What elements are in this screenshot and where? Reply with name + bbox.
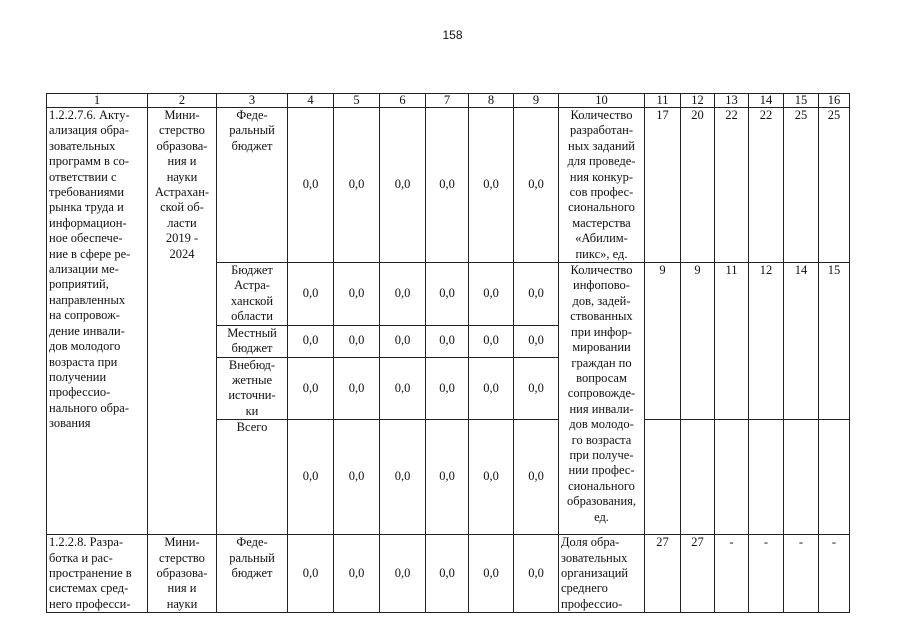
empty-cell	[784, 420, 819, 535]
cell-line: ки	[245, 403, 259, 418]
column-number: 4	[288, 94, 334, 108]
target-value-cell: -	[749, 535, 784, 613]
cell-line: профессио-	[561, 596, 623, 611]
cell-line: 2024	[169, 246, 195, 261]
cell-line: для проведе-	[567, 154, 636, 169]
indicator-cell	[559, 263, 645, 535]
cell-line: дов молодого	[49, 339, 121, 354]
value-cell: 0,0	[514, 420, 559, 535]
target-value-cell: 25	[819, 108, 850, 263]
cell-line: нии профес-	[568, 463, 635, 478]
funding-source-cell	[217, 357, 288, 420]
table-row	[47, 108, 850, 263]
value-cell: 0,0	[426, 325, 469, 357]
cell-line: дение инвали-	[49, 323, 125, 338]
budget-table	[46, 93, 850, 613]
cell-line: источни-	[228, 388, 276, 403]
cell-line: ное обеспече-	[49, 231, 123, 246]
cell-line: сионального	[568, 200, 635, 215]
target-value-cell: 12	[749, 263, 784, 420]
cell-line: получении	[49, 369, 107, 384]
cell-line: ния конкур-	[569, 169, 634, 184]
target-value-cell: 27	[645, 535, 681, 613]
value-cell: 0,0	[469, 263, 514, 326]
cell-line: вопросам	[576, 370, 627, 385]
column-number: 10	[559, 94, 645, 108]
cell-line: Феде-	[236, 535, 268, 550]
value-cell: 0,0	[469, 325, 514, 357]
value-cell: 0,0	[469, 108, 514, 263]
cell-line: ральный	[229, 550, 275, 565]
column-number-row	[47, 94, 850, 108]
target-value-cell: 15	[819, 263, 850, 420]
cell-line: направленных	[49, 292, 126, 307]
indicator-cell	[559, 108, 645, 263]
column-number: 2	[148, 94, 217, 108]
value-cell: 0,0	[288, 420, 334, 535]
cell-line: пикс», ед.	[575, 246, 628, 261]
column-number: 12	[681, 94, 715, 108]
target-value-cell: -	[784, 535, 819, 613]
value-cell: 0,0	[334, 263, 380, 326]
cell-line: науки	[166, 169, 198, 184]
cell-line: области	[231, 309, 273, 324]
funding-source-cell	[217, 535, 288, 613]
column-number: 13	[715, 94, 749, 108]
cell-line: Феде-	[236, 108, 268, 122]
cell-line: инфопово-	[573, 278, 630, 293]
value-cell: 0,0	[334, 420, 380, 535]
cell-line: Мини-	[164, 535, 200, 550]
column-number: 3	[217, 94, 288, 108]
value-cell: 0,0	[288, 535, 334, 613]
target-value-cell: 20	[681, 108, 715, 263]
cell-line: ных заданий	[568, 138, 635, 153]
value-cell: 0,0	[426, 420, 469, 535]
target-value-cell: 14	[784, 263, 819, 420]
cell-line: образова-	[156, 138, 208, 153]
cell-line: организаций	[561, 565, 629, 580]
cell-line: жетные	[231, 372, 273, 387]
cell-line: профессио-	[49, 385, 111, 400]
cell-line: бюджет	[231, 341, 273, 356]
cell-line: рынка труда и	[49, 200, 124, 215]
value-cell: 0,0	[288, 108, 334, 263]
value-cell: 0,0	[514, 263, 559, 326]
value-cell: 0,0	[380, 108, 426, 263]
cell-line: информацион-	[49, 215, 127, 230]
target-value-cell: -	[715, 535, 749, 613]
column-number: 8	[469, 94, 514, 108]
value-cell: 0,0	[380, 357, 426, 420]
cell-line: ния и	[167, 154, 197, 169]
cell-line: мировании	[572, 340, 631, 355]
column-number: 9	[514, 94, 559, 108]
column-number: 15	[784, 94, 819, 108]
value-cell: 0,0	[426, 357, 469, 420]
executor-cell	[148, 535, 217, 613]
cell-line: ствованных	[570, 309, 633, 324]
cell-line: роприятий,	[49, 277, 109, 292]
cell-line: «Абилим-	[575, 231, 628, 246]
cell-line: стерство	[159, 123, 205, 138]
cell-line: нального обра-	[49, 400, 129, 415]
empty-cell	[819, 420, 850, 535]
cell-line: стерство	[159, 550, 205, 565]
value-cell: 0,0	[380, 420, 426, 535]
cell-line: ханской	[230, 293, 274, 308]
funding-source-cell	[217, 325, 288, 357]
cell-line: среднего	[561, 581, 608, 596]
column-number: 6	[380, 94, 426, 108]
cell-line: образова-	[156, 565, 208, 580]
cell-line: Местный	[227, 325, 277, 340]
cell-line: Внебюд-	[228, 357, 276, 372]
cell-line: Количество	[570, 263, 633, 278]
cell-line: ния инвали-	[569, 401, 634, 416]
value-cell: 0,0	[288, 357, 334, 420]
cell-line: сионального	[568, 478, 635, 493]
target-value-cell: 25	[784, 108, 819, 263]
target-value-cell: 17	[645, 108, 681, 263]
cell-line: ние в сфере ре-	[49, 246, 131, 261]
activity-name-cell	[47, 535, 148, 613]
target-value-cell: -	[819, 535, 850, 613]
cell-line: сопровожде-	[567, 386, 636, 401]
cell-line: ния и	[167, 581, 197, 596]
cell-line: 2019 -	[165, 231, 199, 246]
cell-line: 1.2.2.8. Разра-	[49, 535, 124, 550]
cell-line: на сопровож-	[49, 308, 120, 323]
column-number: 11	[645, 94, 681, 108]
cell-line: ед.	[594, 509, 609, 524]
value-cell: 0,0	[380, 263, 426, 326]
cell-line: ответствии с	[49, 169, 117, 184]
value-cell: 0,0	[380, 325, 426, 357]
cell-line: Мини-	[164, 108, 200, 122]
cell-line: ботка и рас-	[49, 550, 113, 565]
cell-line: бюджет	[231, 565, 273, 580]
cell-line: программ в со-	[49, 154, 130, 169]
cell-line: Всего	[236, 420, 268, 435]
value-cell: 0,0	[514, 325, 559, 357]
target-value-cell: 22	[715, 108, 749, 263]
cell-line: ализации ме-	[49, 262, 119, 277]
value-cell: 0,0	[288, 263, 334, 326]
cell-line: Бюджет	[231, 263, 273, 278]
value-cell: 0,0	[469, 357, 514, 420]
value-cell: 0,0	[514, 357, 559, 420]
cell-line: мастерства	[572, 215, 631, 230]
cell-line: пространение в	[49, 565, 132, 580]
funding-source-cell	[217, 420, 288, 535]
cell-line: системах сред-	[49, 581, 129, 596]
value-cell: 0,0	[514, 108, 559, 263]
target-value-cell: 11	[715, 263, 749, 420]
cell-line: граждан по	[571, 355, 632, 370]
empty-cell	[715, 420, 749, 535]
cell-line: возраста при	[49, 354, 118, 369]
cell-line: зовательных	[49, 138, 116, 153]
empty-cell	[645, 420, 681, 535]
value-cell: 0,0	[426, 108, 469, 263]
cell-line: ральный	[229, 123, 275, 138]
cell-line: при получе-	[569, 447, 634, 462]
funding-source-cell	[217, 263, 288, 326]
cell-line: Количество	[570, 108, 633, 122]
column-number: 14	[749, 94, 784, 108]
cell-line: ской об-	[160, 200, 204, 215]
activity-name-cell	[47, 108, 148, 535]
cell-line: Астра-	[234, 278, 270, 293]
target-value-cell: 22	[749, 108, 784, 263]
cell-line: Астрахан-	[154, 185, 210, 200]
cell-line: требованиями	[49, 185, 125, 200]
cell-line: образования,	[566, 494, 637, 509]
value-cell: 0,0	[426, 535, 469, 613]
cell-line: при инфор-	[571, 324, 632, 339]
cell-line: го возраста	[571, 432, 632, 447]
empty-cell	[681, 420, 715, 535]
cell-line: сов профес-	[569, 185, 634, 200]
value-cell: 0,0	[334, 325, 380, 357]
cell-line: него професси-	[49, 596, 131, 611]
value-cell: 0,0	[380, 535, 426, 613]
value-cell: 0,0	[469, 420, 514, 535]
cell-line: дов молодо-	[569, 417, 634, 432]
indicator-cell	[559, 535, 645, 613]
cell-line: науки	[166, 596, 198, 611]
cell-line: 1.2.2.7.6. Акту-	[49, 108, 130, 122]
column-number: 1	[47, 94, 148, 108]
cell-line: Доля обра-	[561, 535, 620, 550]
column-number: 16	[819, 94, 850, 108]
value-cell: 0,0	[334, 108, 380, 263]
column-number: 5	[334, 94, 380, 108]
target-value-cell: 9	[645, 263, 681, 420]
cell-line: зовательных	[561, 550, 628, 565]
empty-cell	[749, 420, 784, 535]
table-row	[47, 535, 850, 613]
target-value-cell: 27	[681, 535, 715, 613]
value-cell: 0,0	[334, 535, 380, 613]
target-value-cell: 9	[681, 263, 715, 420]
cell-line: ализация обра-	[49, 123, 129, 138]
column-number: 7	[426, 94, 469, 108]
page-number: 158	[442, 28, 463, 42]
cell-line: бюджет	[231, 138, 273, 153]
funding-source-cell	[217, 108, 288, 263]
cell-line: разработан-	[570, 123, 633, 138]
cell-line: зования	[49, 416, 91, 431]
value-cell: 0,0	[288, 325, 334, 357]
value-cell: 0,0	[469, 535, 514, 613]
value-cell: 0,0	[426, 263, 469, 326]
executor-cell	[148, 108, 217, 535]
cell-line: дов, задей-	[572, 293, 631, 308]
value-cell: 0,0	[334, 357, 380, 420]
cell-line: ласти	[167, 215, 197, 230]
value-cell: 0,0	[514, 535, 559, 613]
